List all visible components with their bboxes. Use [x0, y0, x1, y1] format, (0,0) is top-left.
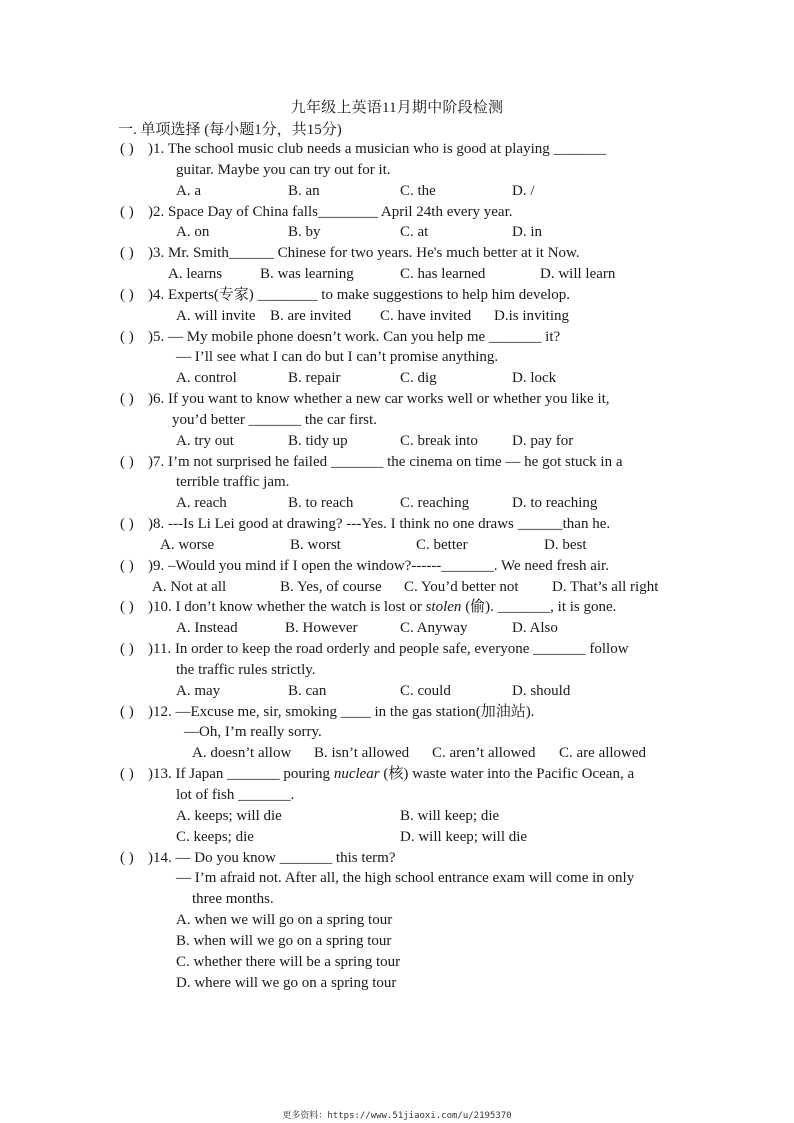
option-b[interactable]: B. are invited: [270, 308, 352, 324]
stem-part: (偷). _______, it is gone.: [461, 599, 617, 615]
question-stem: )1. The school music club needs a musician who is good at playing _______: [148, 141, 606, 157]
option-b[interactable]: B. repair: [288, 370, 341, 386]
option-b[interactable]: B. However: [285, 620, 358, 636]
answer-blank[interactable]: ( ): [120, 850, 134, 866]
option-b[interactable]: B. to reach: [288, 495, 354, 511]
option-a[interactable]: A. doesn’t allow: [192, 745, 292, 761]
question-stem: )2. Space Day of China falls________ April 24th every year.: [148, 204, 513, 220]
question-continuation: you’d better _______ the car first.: [172, 412, 377, 428]
option-c[interactable]: C. break into: [400, 433, 478, 449]
answer-blank[interactable]: ( ): [120, 329, 134, 345]
question-continuation: — I’m afraid not. After all, the high school entrance exam will come in only: [176, 870, 635, 886]
option-d[interactable]: D.is inviting: [494, 308, 570, 324]
option-a[interactable]: A. will invite: [176, 308, 256, 324]
option-c[interactable]: C. aren’t allowed: [432, 745, 536, 761]
question-continuation: —Oh, I’m really sorry.: [184, 724, 322, 740]
question-continuation: lot of fish _______.: [176, 787, 295, 803]
option-c[interactable]: C. reaching: [400, 495, 470, 511]
answer-blank[interactable]: ( ): [120, 454, 134, 470]
question-stem: )6. If you want to know whether a new car works well or whether you like it,: [148, 391, 610, 407]
question-continuation: three months.: [192, 891, 274, 907]
option-a[interactable]: A. learns: [168, 266, 223, 282]
option-b[interactable]: B. can: [288, 683, 327, 699]
option-a[interactable]: A. worse: [160, 537, 215, 553]
option-c[interactable]: C. has learned: [400, 266, 486, 282]
answer-blank[interactable]: ( ): [120, 766, 134, 782]
question-stem: )14. — Do you know _______ this term?: [148, 850, 396, 866]
footer-link[interactable]: 更多资料：https://www.51jiaoxi.com/u/2195370: [282, 1111, 512, 1121]
answer-blank[interactable]: ( ): [120, 141, 134, 157]
option-a[interactable]: A. on: [176, 224, 210, 240]
option-b[interactable]: B. was learning: [260, 266, 354, 282]
option-b[interactable]: B. an: [288, 183, 320, 199]
option-d[interactable]: D. to reaching: [512, 495, 598, 511]
answer-blank[interactable]: ( ): [120, 516, 134, 532]
answer-blank[interactable]: ( ): [120, 245, 134, 261]
question-stem: )4. Experts(专家) ________ to make suggestions to help him develop.: [148, 287, 571, 303]
option-d[interactable]: D. should: [512, 683, 571, 699]
option-d[interactable]: D. in: [512, 224, 542, 240]
option-b[interactable]: B. Yes, of course: [280, 579, 382, 595]
option-c[interactable]: C. have invited: [380, 308, 472, 324]
question-stem: [148, 764, 634, 784]
question-stem: )9. –Would you mind if I open the window?------_______. We need fresh air.: [148, 558, 609, 574]
option-a[interactable]: A. control: [176, 370, 237, 386]
stem-part: )13. If Japan _______ pouring: [148, 766, 334, 782]
option-c[interactable]: C. better: [416, 537, 468, 553]
option-c[interactable]: C. Anyway: [400, 620, 468, 636]
option-d[interactable]: D. best: [544, 537, 587, 553]
option-a[interactable]: A. reach: [176, 495, 227, 511]
option-b[interactable]: B. will keep; die: [400, 808, 500, 824]
option-a[interactable]: A. a: [176, 183, 201, 199]
question-continuation: — I’ll see what I can do but I can’t promise anything.: [176, 349, 499, 365]
question-continuation: guitar. Maybe you can try out for it.: [176, 162, 391, 178]
question-stem: )5. — My mobile phone doesn’t work. Can you help me _______ it?: [148, 329, 561, 345]
option-d[interactable]: C. are allowed: [559, 745, 647, 761]
option-c[interactable]: C. dig: [400, 370, 437, 386]
option-d[interactable]: D. will keep; will die: [400, 829, 528, 845]
option-a[interactable]: A. may: [176, 683, 221, 699]
question-continuation: terrible traffic jam.: [176, 474, 290, 490]
answer-blank[interactable]: ( ): [120, 204, 134, 220]
answer-blank[interactable]: ( ): [120, 704, 134, 720]
page-title: 九年级上英语11月期中阶段检测: [290, 100, 504, 116]
question-stem: )11. In order to keep the road orderly and people safe, everyone _______ follow: [148, 641, 629, 657]
option-c[interactable]: C. whether there will be a spring tour: [176, 954, 401, 970]
option-d[interactable]: D. Also: [512, 620, 558, 636]
question-stem: )3. Mr. Smith______ Chinese for two years. He's much better at it Now.: [148, 245, 580, 261]
stem-italic-word: stolen: [425, 599, 462, 615]
option-a[interactable]: A. keeps; will die: [176, 808, 282, 824]
option-d[interactable]: D. will learn: [540, 266, 616, 282]
option-c[interactable]: C. You’d better not: [404, 579, 519, 595]
option-d[interactable]: D. where will we go on a spring tour: [176, 975, 397, 991]
option-a[interactable]: A. try out: [176, 433, 234, 449]
answer-blank[interactable]: ( ): [120, 641, 134, 657]
answer-blank[interactable]: ( ): [120, 391, 134, 407]
answer-blank[interactable]: ( ): [120, 558, 134, 574]
option-b[interactable]: B. by: [288, 224, 321, 240]
option-b[interactable]: B. tidy up: [288, 433, 348, 449]
question-stem: )12. —Excuse me, sir, smoking ____ in the gas station(加油站).: [148, 704, 535, 720]
option-a[interactable]: A. when we will go on a spring tour: [176, 912, 393, 928]
answer-blank[interactable]: ( ): [120, 287, 134, 303]
option-c[interactable]: C. at: [400, 224, 429, 240]
option-a[interactable]: A. Instead: [176, 620, 238, 636]
option-d[interactable]: D. pay for: [512, 433, 574, 449]
stem-italic-word: nuclear: [333, 766, 380, 782]
option-c[interactable]: C. could: [400, 683, 451, 699]
option-b[interactable]: B. worst: [290, 537, 341, 553]
section-heading: 一. 单项选择 (每小题1分，共15分): [118, 122, 342, 138]
answer-blank[interactable]: ( ): [120, 599, 134, 615]
stem-part: (核) waste water into the Pacific Ocean, a: [379, 766, 635, 782]
question-stem: [148, 597, 616, 617]
option-c[interactable]: C. the: [400, 183, 436, 199]
question-stem: )8. ---Is Li Lei good at drawing? ---Yes. I think no one draws ______than he.: [148, 516, 611, 532]
stem-part: )10. I don’t know whether the watch is lost or: [148, 599, 426, 615]
option-a[interactable]: A. Not at all: [152, 579, 227, 595]
option-d[interactable]: D. lock: [512, 370, 557, 386]
option-d[interactable]: D. /: [512, 183, 535, 199]
option-b[interactable]: B. when will we go on a spring tour: [176, 933, 392, 949]
option-c[interactable]: C. keeps; die: [176, 829, 254, 845]
question-stem: )7. I’m not surprised he failed _______ the cinema on time — he got stuck in a: [148, 454, 623, 470]
option-b[interactable]: B. isn’t allowed: [314, 745, 410, 761]
option-d[interactable]: D. That’s all right: [552, 579, 659, 595]
question-continuation: the traffic rules strictly.: [176, 662, 316, 678]
